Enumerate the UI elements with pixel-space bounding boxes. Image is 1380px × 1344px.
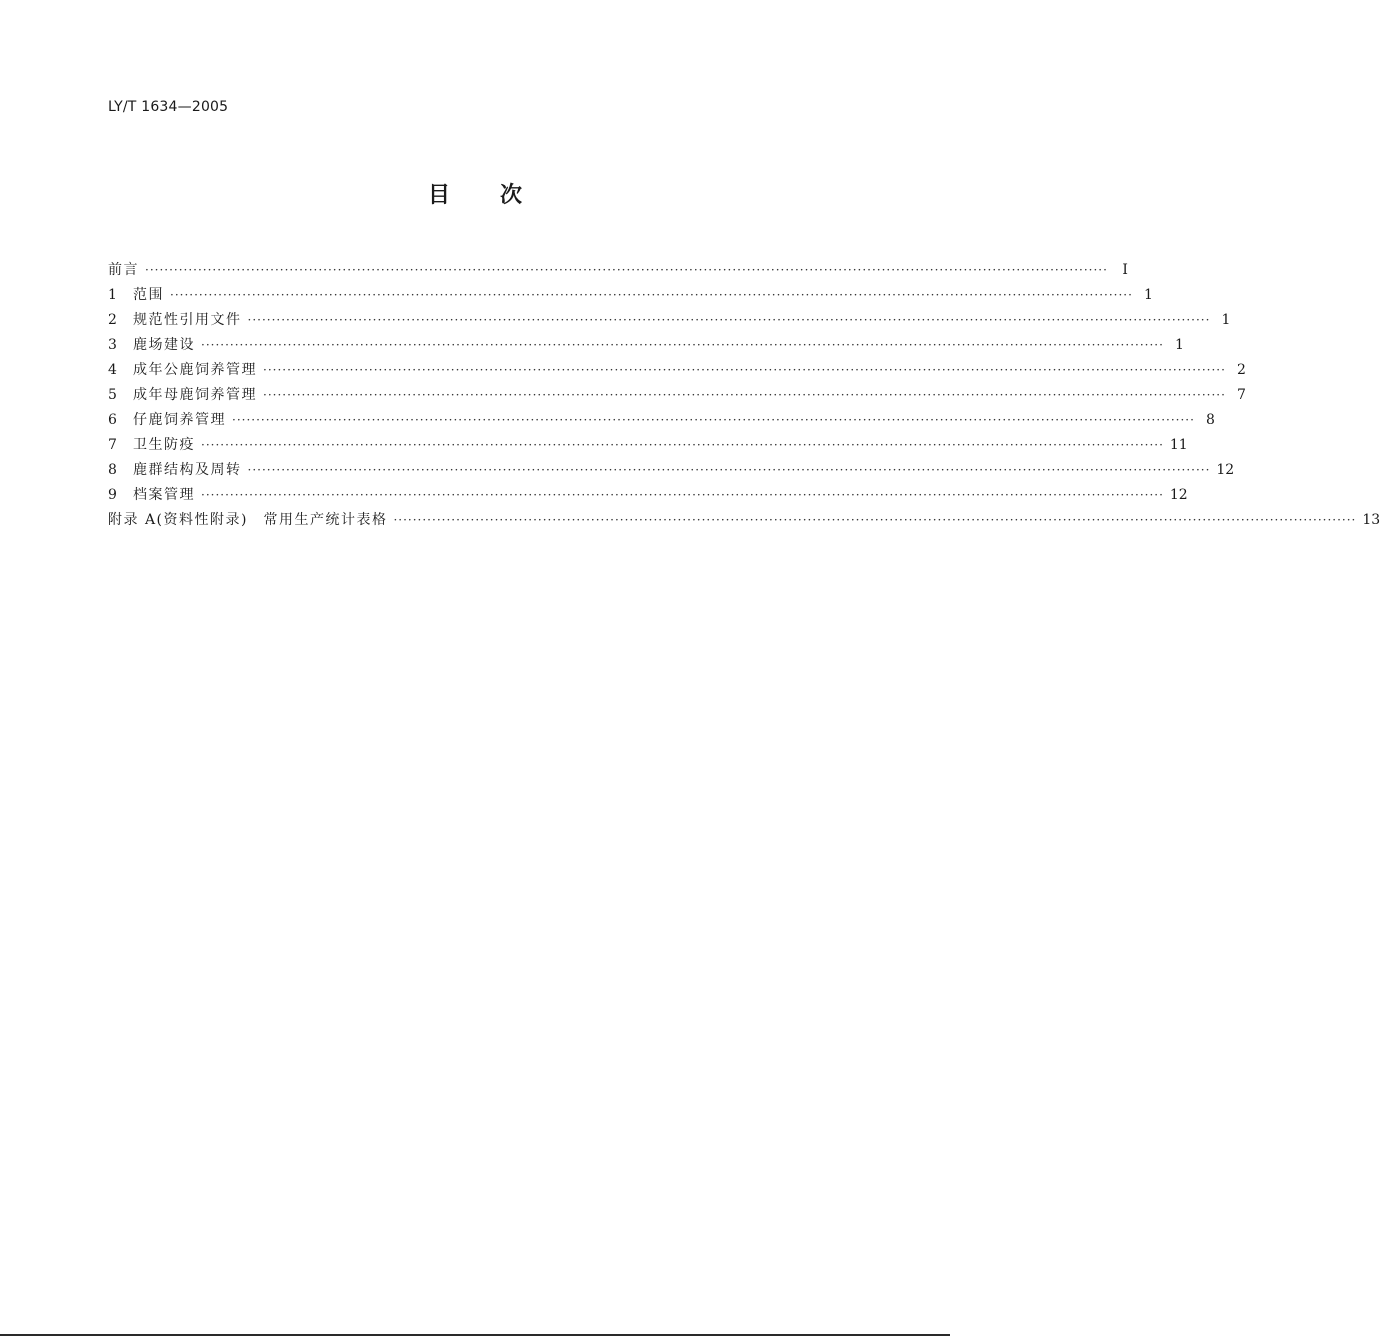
- toc-leader-dots: ········································································································································································································: [247, 313, 1211, 327]
- toc-leader-dots: ········································································································································································································: [170, 288, 1133, 302]
- toc-entry-number: 8: [108, 462, 117, 478]
- toc-entry[interactable]: [108, 333, 1184, 358]
- toc-entry-title: 规范性引用文件: [133, 312, 242, 328]
- toc-heading-char-2: 次: [500, 183, 523, 208]
- toc-entry-page: 2: [1236, 362, 1246, 378]
- toc-leader-dots: ········································································································································································································: [393, 513, 1357, 527]
- toc-entry-title: 鹿群结构及周转: [133, 462, 242, 478]
- toc-entry-page: 11: [1169, 437, 1188, 453]
- toc-entry-number: 7: [108, 437, 117, 453]
- toc-entry-page: 1: [1143, 287, 1153, 303]
- toc-leader-dots: ········································································································································································································: [263, 363, 1226, 377]
- toc-leader-dots: ········································································································································································································: [263, 388, 1226, 402]
- toc-entry-title: 仔鹿饲养管理: [133, 412, 226, 428]
- toc-entry-page: 1: [1221, 312, 1231, 328]
- toc-entry[interactable]: [108, 283, 1153, 308]
- toc-entry-page: 8: [1205, 412, 1215, 428]
- toc-entry-title: 范围: [133, 287, 164, 303]
- toc-entry-page: 12: [1216, 462, 1235, 478]
- toc-entry-title: 附录 A(资料性附录) 常用生产统计表格: [108, 512, 388, 528]
- document-code: LY/T 1634—2005: [108, 99, 229, 115]
- toc-entry[interactable]: [108, 483, 1188, 508]
- toc-leader-dots: ········································································································································································································: [247, 463, 1211, 477]
- toc-heading-char-1: 目: [427, 183, 450, 208]
- toc-entry[interactable]: [108, 308, 1231, 333]
- toc-entry[interactable]: [108, 358, 1246, 383]
- toc-leader-dots: ········································································································································································································: [201, 338, 1164, 352]
- toc-entry[interactable]: [108, 508, 1380, 533]
- toc-entry-number: 9: [108, 487, 117, 503]
- toc-entry-page: 7: [1236, 387, 1246, 403]
- toc-entry-title: 成年公鹿饲养管理: [133, 362, 257, 378]
- toc-leader-dots: ········································································································································································································: [145, 263, 1108, 277]
- toc-entry-number: 4: [108, 362, 117, 378]
- toc-heading: [0, 180, 950, 212]
- toc-entry-title: 前言: [108, 262, 139, 278]
- toc-entry-title: 鹿场建设: [133, 337, 195, 353]
- toc-entry[interactable]: [108, 458, 1235, 483]
- toc-leader-dots: ········································································································································································································: [201, 438, 1164, 452]
- toc-entry-number: 3: [108, 337, 117, 353]
- toc-entry-number: 5: [108, 387, 117, 403]
- table-of-contents: [108, 258, 1380, 533]
- toc-leader-dots: ········································································································································································································: [232, 413, 1195, 427]
- toc-entry-title: 卫生防疫: [133, 437, 195, 453]
- toc-leader-dots: ········································································································································································································: [201, 488, 1164, 502]
- toc-entry-page: 1: [1174, 337, 1184, 353]
- toc-entry-number: 1: [108, 287, 117, 303]
- toc-entry-title: 成年母鹿饲养管理: [133, 387, 257, 403]
- toc-entry[interactable]: [108, 383, 1246, 408]
- toc-entry[interactable]: [108, 433, 1188, 458]
- toc-entry-page: 12: [1169, 487, 1188, 503]
- toc-entry-page: 13: [1362, 512, 1380, 528]
- toc-entry[interactable]: [108, 258, 1128, 283]
- toc-entry-number: 6: [108, 412, 117, 428]
- toc-entry-number: 2: [108, 312, 117, 328]
- toc-entry[interactable]: [108, 408, 1215, 433]
- page-bottom-rule: [0, 1334, 950, 1336]
- toc-entry-page: Ⅰ: [1122, 262, 1128, 278]
- toc-entry-title: 档案管理: [133, 487, 195, 503]
